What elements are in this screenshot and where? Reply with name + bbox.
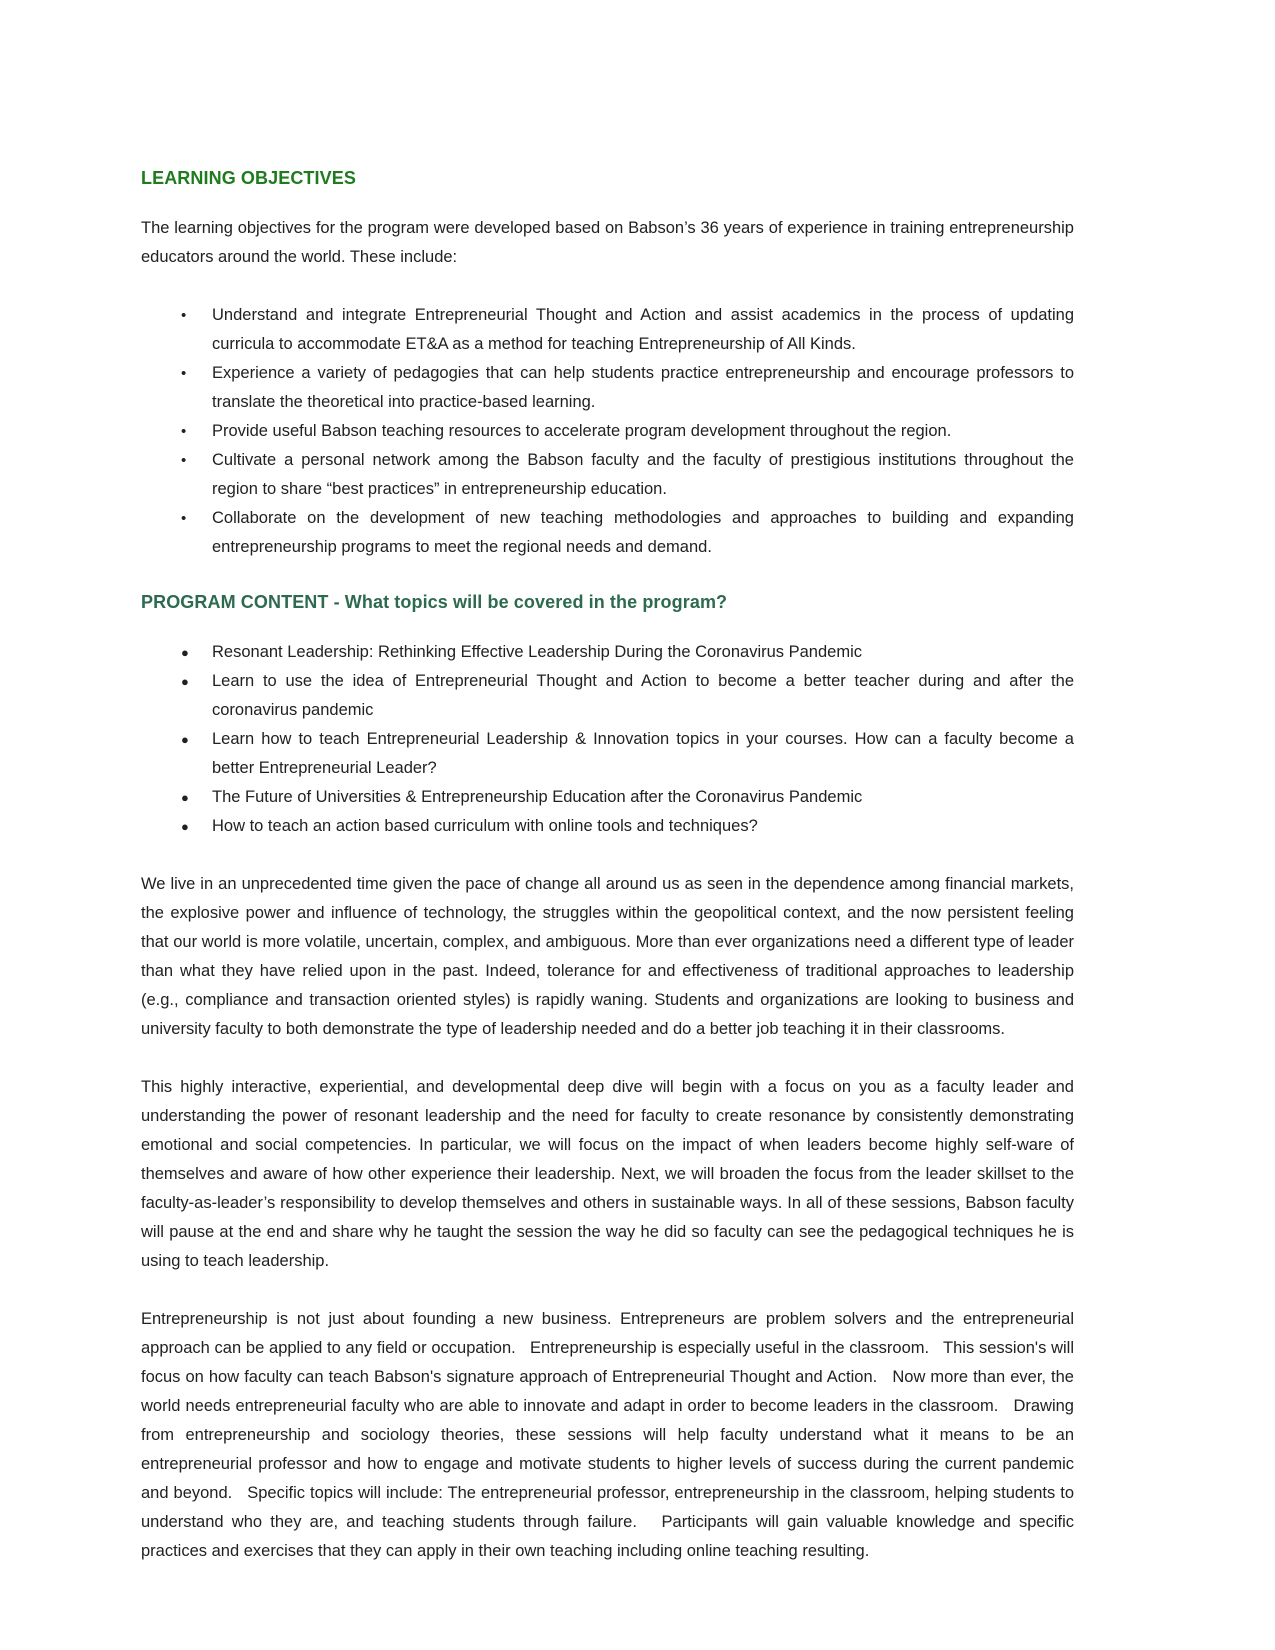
bullet-icon: • — [181, 452, 187, 469]
list-item-text: Provide useful Babson teaching resources to accelerate program development throughout the region. — [212, 422, 952, 440]
heading-learning-objectives: LEARNING OBJECTIVES — [141, 168, 356, 188]
list-item — [141, 301, 1074, 359]
bullet-icon: • — [181, 365, 187, 382]
learning-objectives-intro: The learning objectives for the program were developed based on Babson’s 36 years of experience in training entrepreneurship educators around the world. These include: — [141, 219, 1079, 266]
program-content-list — [141, 638, 1074, 841]
bullet-icon: • — [181, 307, 187, 324]
list-item-text: How to teach an action based curriculum with online tools and techniques? — [212, 817, 758, 835]
bullet-icon: ● — [181, 819, 189, 834]
list-item-text: Cultivate a personal network among the Babson faculty and the faculty of prestigious institutions throughout the region to share “best practices” in entrepreneurship education. — [212, 451, 1074, 498]
bullet-icon: ● — [181, 732, 189, 747]
bullet-icon: • — [181, 510, 187, 527]
list-item — [141, 359, 1074, 417]
bullet-icon: ● — [181, 674, 189, 689]
list-item-text: Learn to use the idea of Entrepreneurial Thought and Action to become a better teacher during and after the coronavirus pandemic — [212, 672, 1074, 719]
list-item-text: Resonant Leadership: Rethinking Effective Leadership During the Coronavirus Pandemic — [212, 643, 862, 661]
list-item — [141, 667, 1074, 725]
body-paragraph-2: This highly interactive, experiential, and developmental deep dive will begin with a focus on you as a faculty leader and understanding the power of resonant leadership and the need for faculty to create resonance by consistently demonstrating emotional and social competencies. In particular, we will focus on the impact of when leaders become highly self-ware of themselves and aware of how other experience their leadership. Next, we will broaden the focus from the leader skillset to the faculty-as-leader’s responsibility to develop themselves and others in sustainable ways. In all of these sessions, Babson faculty will pause at the end and share why he taught the session the way he did so faculty can see the pedagogical techniques he is using to teach leadership. — [141, 1078, 1079, 1270]
body-paragraph-1: We live in an unprecedented time given the pace of change all around us as seen in the dependence among financial markets, the explosive power and influence of technology, the struggles within the geopolitical context, and the now persistent feeling that our world is more volatile, uncertain, complex, and ambiguous. More than ever organizations need a different type of leader than what they have relied upon in the past. Indeed, tolerance for and effectiveness of traditional approaches to leadership (e.g., compliance and transaction oriented styles) is rapidly waning. Students and organizations are looking to business and university faculty to both demonstrate the type of leadership needed and do a better job teaching it in their classrooms. — [141, 875, 1079, 1038]
learning-objectives-list — [141, 301, 1074, 562]
heading-program-content: PROGRAM CONTENT - What topics will be covered in the program? — [141, 592, 728, 612]
list-item — [141, 783, 1074, 812]
bullet-icon: ● — [181, 645, 189, 660]
list-item — [141, 504, 1074, 562]
bullet-icon: • — [181, 423, 187, 440]
list-item — [141, 638, 1074, 667]
body-paragraph-3: Entrepreneurship is not just about founding a new business. Entrepreneurs are problem solvers and the entrepreneurial approach can be applied to any field or occupation. Entrepreneurship is especially useful in the classroom. This session's will focus on how faculty can teach Babson's signature approach of Entrepreneurial Thought and Action. Now more than ever, the world needs entrepreneurial faculty who are able to innovate and adapt in order to become leaders in the classroom. Drawing from entrepreneurship and sociology theories, these sessions will help faculty understand what it means to be an entrepreneurial professor and how to engage and motivate students to higher levels of success during the current pandemic and beyond. Specific topics will include: The entrepreneurial professor, entrepreneurship in the classroom, helping students to understand who they are, and teaching students through failure. Participants will gain valuable knowledge and specific practices and exercises that they can apply in their own teaching including online teaching resulting. — [141, 1310, 1079, 1560]
bullet-icon: ● — [181, 790, 189, 805]
list-item-text: The Future of Universities & Entrepreneurship Education after the Coronavirus Pandemic — [212, 788, 863, 806]
document-page — [141, 167, 1079, 1595]
list-item — [141, 446, 1074, 504]
list-item-text: Collaborate on the development of new teaching methodologies and approaches to building and expanding entrepreneurship programs to meet the regional needs and demand. — [212, 509, 1074, 556]
list-item — [141, 417, 1074, 446]
list-item-text: Learn how to teach Entrepreneurial Leadership & Innovation topics in your courses. How can a faculty become a better Entrepreneurial Leader? — [212, 730, 1074, 777]
list-item-text: Understand and integrate Entrepreneurial Thought and Action and assist academics in the process of updating curricula to accommodate ET&A as a method for teaching Entrepreneurship of All Kinds. — [212, 306, 1074, 353]
list-item — [141, 812, 1074, 841]
list-item-text: Experience a variety of pedagogies that can help students practice entrepreneurship and encourage professors to translate the theoretical into practice-based learning. — [212, 364, 1074, 411]
list-item — [141, 725, 1074, 783]
